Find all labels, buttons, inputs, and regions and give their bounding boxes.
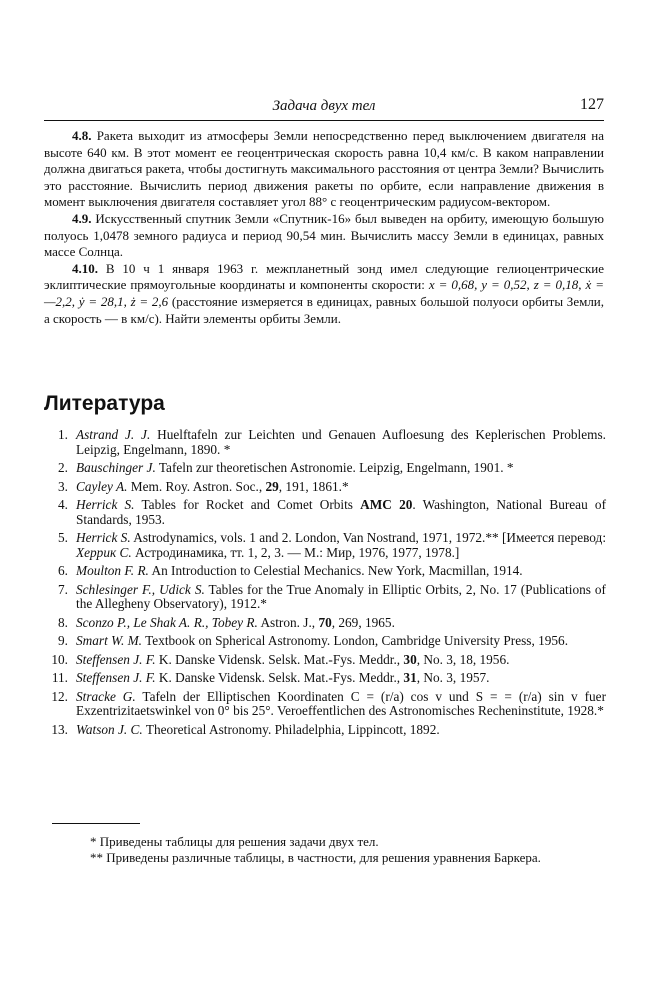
reference-text: Huelftafeln zur Leichten und Genauen Aufloesung des Keplerischen Problems. Leipzig, Engelmann, 1890. *	[76, 427, 606, 457]
footnote-item	[44, 834, 610, 850]
reference-number: 12.	[51, 688, 68, 704]
problem-text: В 10 ч 1 января 1963 г. межпланетный зонд имел следующие гелиоцентрические эклиптические прямоугольные координаты и компоненты скорости:	[44, 260, 604, 293]
reference-number: 9.	[58, 633, 68, 648]
reference-text: Tafeln der Elliptischen Koordinaten C = (r/a) cos v und S = = (r/a) sin v fuer Exzentrizitaetswinkel von 0° bis 25°. Veroeffentlichen des Astronomisches Recheninstitute, 1928.*	[76, 688, 606, 718]
reference-item	[44, 671, 606, 686]
reference-text: Textbook on Spherical Astronomy. London, Cambridge University Press, 1956.	[145, 633, 569, 648]
reference-number: 13.	[51, 721, 68, 737]
reference-authors: Astrand J. J.	[76, 427, 151, 442]
footnote-mark: **	[90, 850, 103, 865]
problem-4-8	[44, 128, 604, 211]
reference-text: Theoretical Astronomy. Philadelphia, Lippincott, 1892.	[145, 721, 440, 737]
problems-section	[44, 128, 604, 327]
reference-authors: Steffensen J. F.	[76, 651, 156, 667]
reference-authors: Watson J. C.	[76, 721, 143, 737]
reference-item	[44, 690, 606, 719]
footnotes	[44, 834, 610, 866]
reference-volume: AMC 20	[360, 497, 413, 512]
reference-item	[44, 564, 606, 579]
reference-item	[44, 583, 606, 612]
reference-text-end: , No. 3, 1957.	[416, 670, 490, 685]
reference-volume: 29	[265, 478, 279, 494]
reference-item	[44, 498, 606, 527]
reference-text: Tafeln zur theoretischen Astronomie. Leipzig, Engelmann, 1901. *	[158, 460, 514, 475]
reference-text: K. Danske Vidensk. Selsk. Mat.-Fys. Meddr.,	[158, 670, 401, 685]
reference-number: 11.	[51, 670, 68, 685]
problem-4-9	[44, 211, 604, 261]
reference-item	[44, 723, 606, 738]
reference-number: 3.	[58, 478, 68, 494]
reference-number: 4.	[58, 497, 68, 512]
reference-authors: Steffensen J. F.	[76, 670, 156, 685]
reference-volume: 31	[403, 670, 417, 685]
reference-number: 1.	[58, 427, 68, 442]
problem-number: 4.9.	[72, 210, 92, 226]
reference-authors: Moulton F. R.	[76, 563, 149, 578]
reference-item	[44, 616, 606, 631]
reference-text-end: , 191, 1861.*	[278, 478, 349, 494]
reference-authors: Herrick S.	[76, 530, 131, 545]
problem-text-continued: (расстояние измеряется в единицах, равных большой полуоси орбиты Земли, а скорость — в км/с). Найти элементы орбиты Земли.	[44, 293, 605, 326]
reference-item	[44, 531, 606, 560]
reference-item	[44, 428, 606, 457]
running-title: Задача двух тел	[272, 98, 376, 114]
velocity-coordinates: x = 0,68, y = 0,52, z = 0,18, ẋ = —2,2, ẏ = 28,1, ż = 2,6	[44, 277, 604, 309]
reference-text: Mem. Roy. Astron. Soc.,	[130, 478, 263, 494]
problem-text: Искусственный спутник Земли «Спутник-16» был выведен на орбиту, имеющую большую полуось 1,0478 земного радиуса и период 90,54 мин. Вычислить массу Земли в единицах, равных массе Солнца.	[44, 210, 604, 260]
reference-item	[44, 653, 606, 668]
reference-text-end: , 269, 1965.	[331, 614, 395, 630]
footnote-item	[44, 850, 610, 866]
problem-number: 4.8.	[72, 128, 92, 143]
reference-list	[44, 428, 606, 741]
problem-number: 4.10.	[72, 260, 98, 276]
reference-text: Astron. J.,	[260, 614, 316, 630]
reference-item	[44, 461, 606, 476]
problem-4-10	[44, 261, 604, 327]
reference-number: 8.	[58, 614, 68, 630]
reference-authors: Cayley A.	[76, 478, 128, 494]
reference-text: Tables for Rocket and Comet Orbits	[141, 497, 353, 512]
reference-number: 7.	[58, 581, 68, 597]
reference-authors: Stracke G.	[76, 688, 136, 704]
reference-text-end: Астродинамика, тт. 1, 2, 3. — М.: Мир, 1976, 1977, 1978.]	[135, 544, 460, 560]
reference-number: 2.	[58, 460, 68, 475]
reference-text: K. Danske Vidensk. Selsk. Mat.-Fys. Meddr.,	[158, 651, 401, 667]
reference-authors: Schlesinger F., Udick S.	[76, 581, 205, 597]
reference-item	[44, 480, 606, 495]
literature-heading: Литература	[44, 392, 165, 415]
reference-authors: Bauschinger J.	[76, 460, 156, 475]
reference-authors: Herrick S.	[76, 497, 135, 512]
footnote-mark: *	[90, 834, 97, 849]
reference-item	[44, 634, 606, 649]
page-header	[44, 96, 604, 121]
reference-number: 5.	[58, 530, 68, 545]
footnote-text: Приведены таблицы для решения задачи двух тел.	[99, 834, 379, 849]
reference-text-end: . Washington, National Bureau of Standards, 1953.	[76, 497, 606, 527]
reference-text: An Introduction to Celestial Mechanics. New York, Macmillan, 1914.	[151, 563, 523, 578]
reference-number: 10.	[51, 651, 68, 667]
problem-text: Ракета выходит из атмосферы Земли непосредственно перед выключением двигателя на высоте 640 км. В этот момент ее геоцентрическая скорость равна 10,4 км/с. В каком направлении должна двигаться ракета, чтобы достигнуть максимального расстояния от центра Земли? Вычислить это расстояние. Вычислить период движения ракеты по орбите, если направление движения в момент выключения двигателя составляет угол 88° с геоцентрическим радиусом-вектором.	[44, 128, 605, 210]
reference-authors: Sconzo P., Le Shak A. R., Tobey R.	[76, 614, 258, 630]
reference-translator: Херрик С.	[76, 544, 132, 560]
reference-text: Tables for the True Anomaly in Elliptic Orbits, 2, No. 17 (Publications of the Allegheny Observatory), 1912.*	[76, 581, 606, 611]
footnote-divider	[52, 823, 140, 824]
reference-text-end: , No. 3, 18, 1956.	[416, 651, 510, 667]
reference-number: 6.	[58, 563, 68, 578]
reference-volume: 70	[318, 614, 332, 630]
reference-authors: Smart W. M.	[76, 633, 142, 648]
footnote-text: Приведены различные таблицы, в частности, для решения уравнения Баркера.	[106, 850, 541, 865]
reference-volume: 30	[403, 651, 417, 667]
reference-text: Astrodynamics, vols. 1 and 2. London, Van Nostrand, 1971, 1972.** [Имеется перевод:	[133, 530, 607, 545]
page-number: 127	[580, 96, 604, 113]
